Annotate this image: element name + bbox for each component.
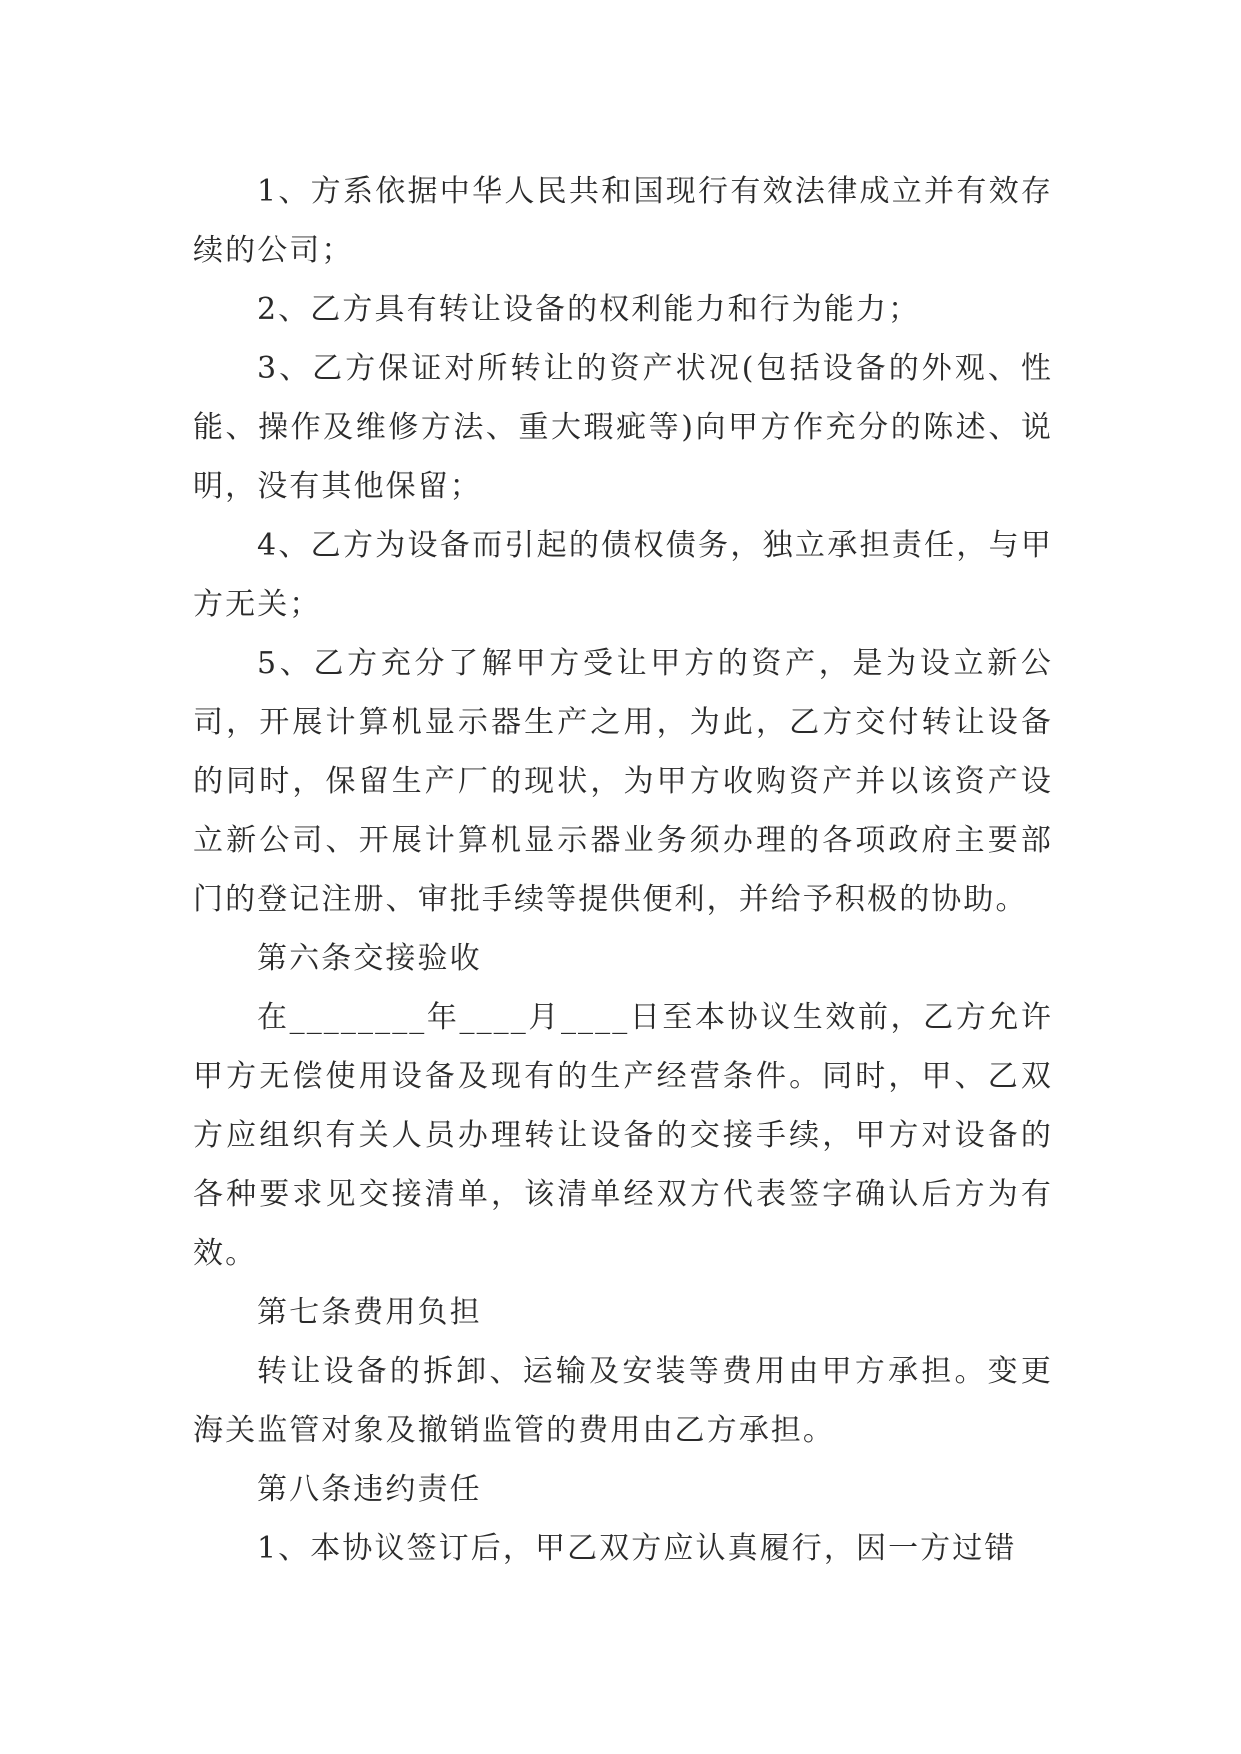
article-8-heading: 第八条违约责任 — [257, 1472, 482, 1507]
document-body — [193, 162, 1053, 1578]
clause-item-3: 3、乙方保证对所转让的资产状况(包括设备的外观、性能、操作及维修方法、重大瑕疵等)向甲方作充分的陈述、说明，没有其他保留； — [193, 351, 1053, 504]
clause-item-4: 4、乙方为设备而引起的债权债务，独立承担责任，与甲方无关； — [193, 528, 1053, 622]
clause-item-5: 5、乙方充分了解甲方受让甲方的资产，是为设立新公司，开展计算机显示器生产之用，为此，乙方交付转让设备的同时，保留生产厂的现状，为甲方收购资产并以该资产设立新公司、开展计算机显示器业务须办理的各项政府主要部门的登记注册、审批手续等提供便利，并给予积极的协助。 — [193, 646, 1053, 917]
article-8-item-1: 1、本协议签订后，甲乙双方应认真履行，因一方过错 — [257, 1531, 1017, 1566]
article-6-body: 在________年____月____日至本协议生效前，乙方允许甲方无偿使用设备及现有的生产经营条件。同时，甲、乙双方应组织有关人员办理转让设备的交接手续，甲方对设备的各种要求见交接清单，该清单经双方代表签字确认后方为有效。 — [193, 1000, 1053, 1271]
clause-item-2: 2、乙方具有转让设备的权利能力和行为能力； — [257, 292, 921, 327]
article-7-body: 转让设备的拆卸、运输及安装等费用由甲方承担。变更海关监管对象及撤销监管的费用由乙方承担。 — [193, 1354, 1053, 1448]
article-6-heading: 第六条交接验收 — [257, 941, 482, 976]
article-7-heading: 第七条费用负担 — [257, 1295, 482, 1330]
clause-item-1: 1、方系依据中华人民共和国现行有效法律成立并有效存续的公司； — [193, 174, 1053, 268]
